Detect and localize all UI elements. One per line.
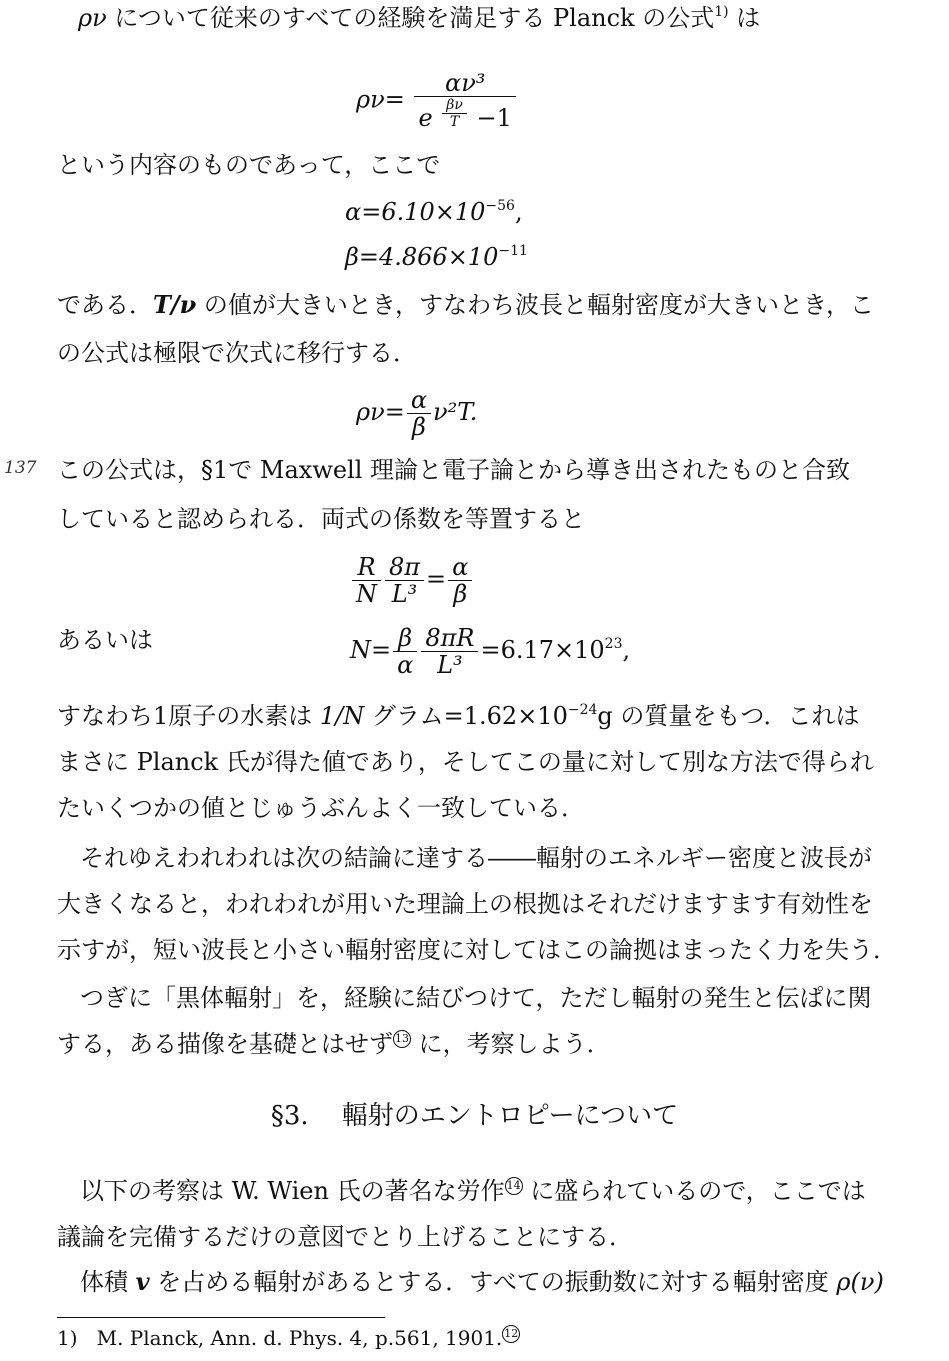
text-line: たいくつかの値とじゅうぶんよく一致している． xyxy=(57,794,585,822)
section-number: §3. xyxy=(270,1101,309,1131)
alpha-equation: $\alpha=6.10\times 10^{-56}$, xyxy=(345,198,523,226)
text-line: である．T/ν の値が大きいとき，すなわち波長と輻射密度が大きいとき，こ xyxy=(57,290,874,319)
footnote-text: M. Planck, Ann. d. Phys. 4, p.561, 1901. xyxy=(96,1326,503,1350)
footnote xyxy=(57,1326,520,1351)
planck-numerator: αν³ xyxy=(414,70,515,97)
denominator-tail: −1 xyxy=(476,103,512,132)
formula-lhs: ρν= xyxy=(356,85,405,114)
limit-num: α xyxy=(407,387,431,414)
text-line: の公式は極限で次式に移行する． xyxy=(57,339,417,367)
text-line: 以下の考察は W. Wien 氏の著名な労作 14 に盛られているので，ここでは xyxy=(80,1177,866,1205)
footnote-mark: 1) xyxy=(57,1326,78,1350)
text-line: すなわち1原子の水素は 1/N グラム$=1.62\times 10^{-24}g$ の質量をもつ．これは xyxy=(57,702,860,730)
text-line: つぎに「黒体輻射」を，経験に結びつけて，ただし輻射の発生と伝ぱに関 xyxy=(80,984,872,1012)
text-line xyxy=(78,2,760,38)
text-line: 示すが，短い波長と小さい輻射密度に対してはこの論拠はまったく力を失う． xyxy=(57,936,897,964)
t-over-nu: T/ν xyxy=(153,290,197,319)
text-line: 大きくなると，われわれが用いた理論上の根拠はそれだけますます有効性を xyxy=(57,890,873,918)
exp-denominator: T xyxy=(449,113,460,130)
text-line: まさに Planck 氏が得た値であり，そしてこの量に対して別な方法で得られ xyxy=(57,748,874,776)
text-line: という内容のものであって，ここで xyxy=(57,151,441,179)
footnote-ref: 1) xyxy=(714,4,729,20)
rho-symbol: ρν xyxy=(78,4,107,32)
coefficient-equation: $\frac{R}{N}$ $\frac{8\pi}{\text{L³}}$ = $\frac{\alpha}{\beta}$ xyxy=(350,551,474,607)
n-equation: N= $\frac{\beta}{\alpha}$ $\frac{8\pi R}{\text{L³}}$ $=6.17\times 10^{23}$, xyxy=(350,624,631,679)
text-segment: について従来のすべての経験を満足する Planck の公式 xyxy=(106,4,715,32)
text-line: あるいは xyxy=(57,626,153,654)
text-segment: は xyxy=(728,4,761,32)
text-line: 議論を完備するだけの意図でとり上げることにする． xyxy=(57,1223,633,1251)
beta-equation: $\beta=4.866\times 10^{-11}$ xyxy=(345,243,528,271)
text-line: する，ある描像を基礎とはせず 13 に，考察しよう． xyxy=(57,1030,611,1058)
margin-page-number: 137 xyxy=(4,458,37,478)
text-line: それゆえわれわれは次の結論に達する――輻射のエネルギー密度と波長が xyxy=(80,844,872,872)
text-line: 体積 v を占める輻射があるとする．すべての振動数に対する輻射密度 ρ(ν) xyxy=(80,1267,884,1296)
planck-denominator xyxy=(414,97,515,130)
exponent-fraction xyxy=(442,97,467,130)
limit-den: β xyxy=(411,413,426,441)
text-line: していると認められる．両式の係数を等置すると xyxy=(57,505,585,533)
planck-fraction xyxy=(414,70,515,130)
note-ref: 12 xyxy=(502,1325,520,1343)
exp-base: e xyxy=(418,103,433,132)
planck-formula xyxy=(356,56,518,140)
footnote-rule xyxy=(57,1317,385,1318)
section-title: 輻射のエントロピーについて xyxy=(341,1101,679,1131)
section-heading xyxy=(0,1100,949,1132)
note-ref: 13 xyxy=(393,1030,411,1048)
limit-equation: ρν= $\frac{\alpha}{\beta}$ ν²T. xyxy=(356,386,478,441)
note-ref: 14 xyxy=(505,1177,523,1195)
text-line: この公式は，§1で Maxwell 理論と電子論とから導き出されたものと合致 xyxy=(57,456,851,484)
exp-numerator: βν xyxy=(442,97,467,114)
